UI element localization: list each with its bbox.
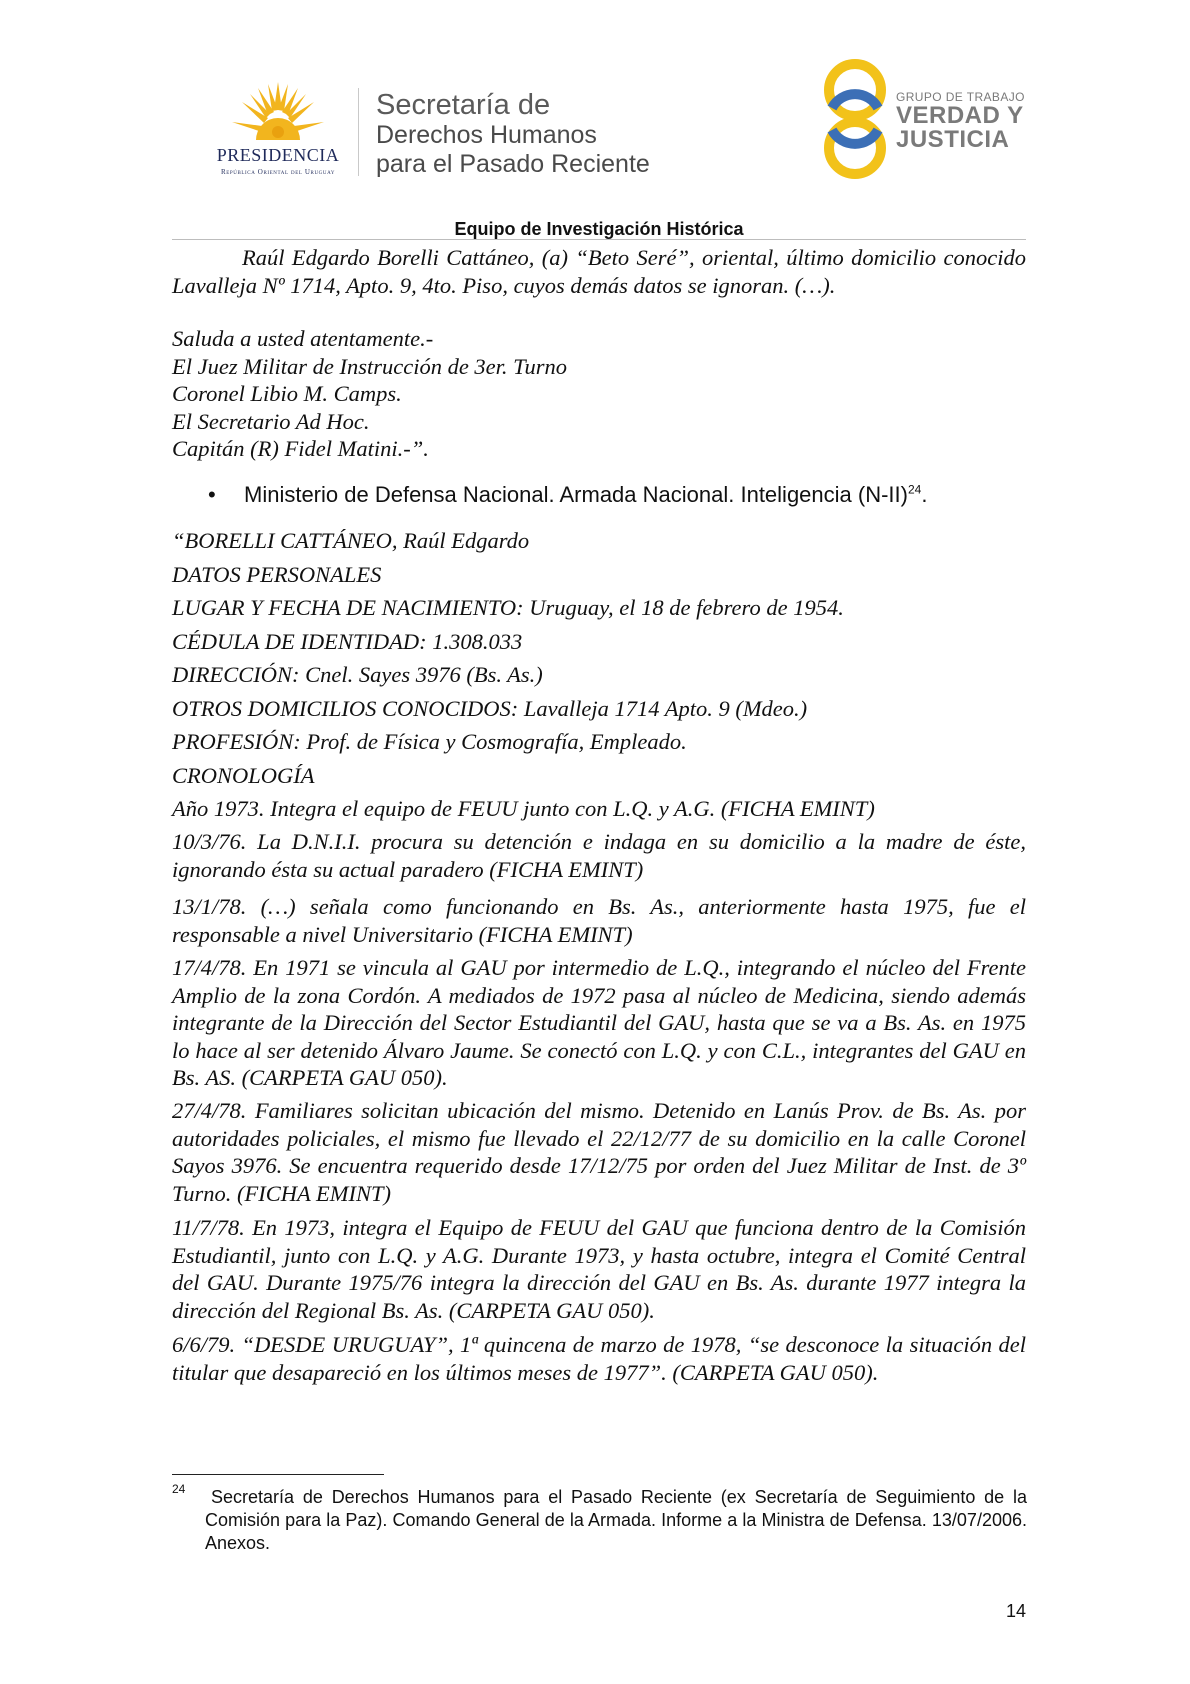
verdad-justicia-logo-icon <box>820 58 890 180</box>
presidencia-subtitle: República Oriental del Uruguay <box>220 168 336 176</box>
grupo-trabajo-title <box>896 90 1025 152</box>
record-line: CRONOLOGÍA <box>172 762 315 788</box>
record-line: “BORELLI CATTÁNEO, Raúl Edgardo <box>172 528 530 553</box>
page-number: 14 <box>1005 1601 1026 1621</box>
closing-line: El Secretario Ad Hoc. <box>172 408 370 434</box>
grupo-line-1: GRUPO DE TRABAJO <box>896 90 1025 104</box>
closing-line: Coronel Libio M. Camps. <box>172 381 402 406</box>
record-line: DATOS PERSONALES <box>172 561 382 587</box>
bullet-heading-end: . <box>921 482 928 507</box>
closing-line: Saluda a usted atentamente.- <box>172 326 434 351</box>
closing-block <box>172 325 1026 463</box>
closing-line: Capitán (R) Fidel Matini.-”. <box>172 436 429 461</box>
secretaria-line-3: para el Pasado Reciente <box>376 150 650 178</box>
chronology-entry: 27/4/78. Familiares solicitan ubicación del mismo. Detenido en Lanús Prov. de Bs. As. por autoridades policiales, el mismo fue llevado el 22/12/77 de su domicilio en la calle Coronel Sayos 3976. Se encuentra requerido desde 17/12/75 por orden del Juez Militar de Inst. de 3º Turno. (FICHA EMINT) <box>172 1098 1026 1206</box>
record-line: Año 1973. Integra el equipo de FEUU junto con L.Q. y A.G. (FICHA EMINT) <box>172 796 875 821</box>
record-block <box>172 527 1026 829</box>
secretaria-title <box>376 90 650 179</box>
team-heading: Equipo de Investigación Histórica <box>454 219 744 239</box>
footnote-rule <box>172 1474 384 1475</box>
header-divider <box>358 88 359 176</box>
bullet-heading-text: Ministerio de Defensa Nacional. Armada Nacional. Inteligencia (N-II) <box>244 482 908 507</box>
grupo-line-2: VERDAD Y <box>896 102 1024 129</box>
footnote-number: 24 <box>172 1482 186 1496</box>
record-line: CÉDULA DE IDENTIDAD: 1.308.033 <box>172 628 523 654</box>
presidencia-logo <box>198 80 358 180</box>
record-line: LUGAR Y FECHA DE NACIMIENTO: Uruguay, el 18 de febrero de 1954. <box>172 595 844 620</box>
secretaria-line-2: Derechos Humanos <box>376 121 597 149</box>
record-line: OTROS DOMICILIOS CONOCIDOS: Lavalleja 1714 Apto. 9 (Mdeo.) <box>172 695 808 721</box>
chronology-entry: 10/3/76. La D.N.I.I. procura su detención e indaga en su domicilio a la madre de éste, ignorando ésta su actual paradero (FICHA EMINT) <box>172 829 1026 882</box>
record-line: PROFESIÓN: Prof. de Física y Cosmografía, Empleado. <box>172 729 687 754</box>
record-line: DIRECCIÓN: Cnel. Sayes 3976 (Bs. As.) <box>172 662 543 687</box>
chronology-entry: 13/1/78. (…) señala como funcionando en Bs. As., anteriormente hasta 1975, fue el responsable a nivel Universitario (FICHA EMINT) <box>172 894 1026 947</box>
intro-paragraph: Raúl Edgardo Borelli Cattáneo, (a) “Beto Seré”, oriental, último domicilio conocido Lavalleja Nº 1714, Apto. 9, 4to. Piso, cuyos demás datos se ignoran. (…). <box>172 245 1026 298</box>
header-rule <box>172 239 1026 240</box>
footnote-text: Secretaría de Derechos Humanos para el Pasado Reciente (ex Secretaría de Seguimiento de la Comisión para la Paz). Comando General de la Armada. Informe a la Ministra de Defensa. 13/07/2006. Anexos. <box>205 1487 1027 1553</box>
bullet-heading <box>244 482 927 508</box>
closing-line: El Juez Militar de Instrucción de 3er. Turno <box>172 353 567 379</box>
presidencia-word: PRESIDENCIA <box>216 145 340 165</box>
grupo-line-3: JUSTICIA <box>896 126 1010 153</box>
chronology-entry: 17/4/78. En 1971 se vincula al GAU por intermedio de L.Q., integrando el núcleo del Frente Amplio de la zona Cordón. A mediados de 1972 pasa al núcleo de Medicina, siendo además integrante de la Dirección del Sector Estudiantil del GAU, hasta que se va a Bs. As. en 1975 lo hace al ser detenido Álvaro Jaume. Se conectó con L.Q. y con C.L., integrantes del GAU en Bs. AS. (CARPETA GAU 050). <box>172 955 1026 1090</box>
footnote-ref[interactable]: 24 <box>907 482 922 497</box>
sun-icon <box>228 80 328 144</box>
secretaria-line-1: Secretaría de <box>376 89 551 121</box>
bullet-icon: • <box>208 482 216 507</box>
chronology-entry: 6/6/79. “DESDE URUGUAY”, 1ª quincena de marzo de 1978, “se desconoce la situación del titular que desapareció en los últimos meses de 1977”. (CARPETA GAU 050). <box>172 1332 1026 1385</box>
chronology-entry: 11/7/78. En 1973, integra el Equipo de FEUU del GAU que funciona dentro de la Comisión Estudiantil, junto con L.Q. y A.G. Durante 1973, y hasta octubre, integra el Comité Central del GAU. Durante 1975/76 integra la dirección del GAU en Bs. As. durante 1977 integra la dirección del Regional Bs. As. (CARPETA GAU 050). <box>172 1215 1026 1323</box>
